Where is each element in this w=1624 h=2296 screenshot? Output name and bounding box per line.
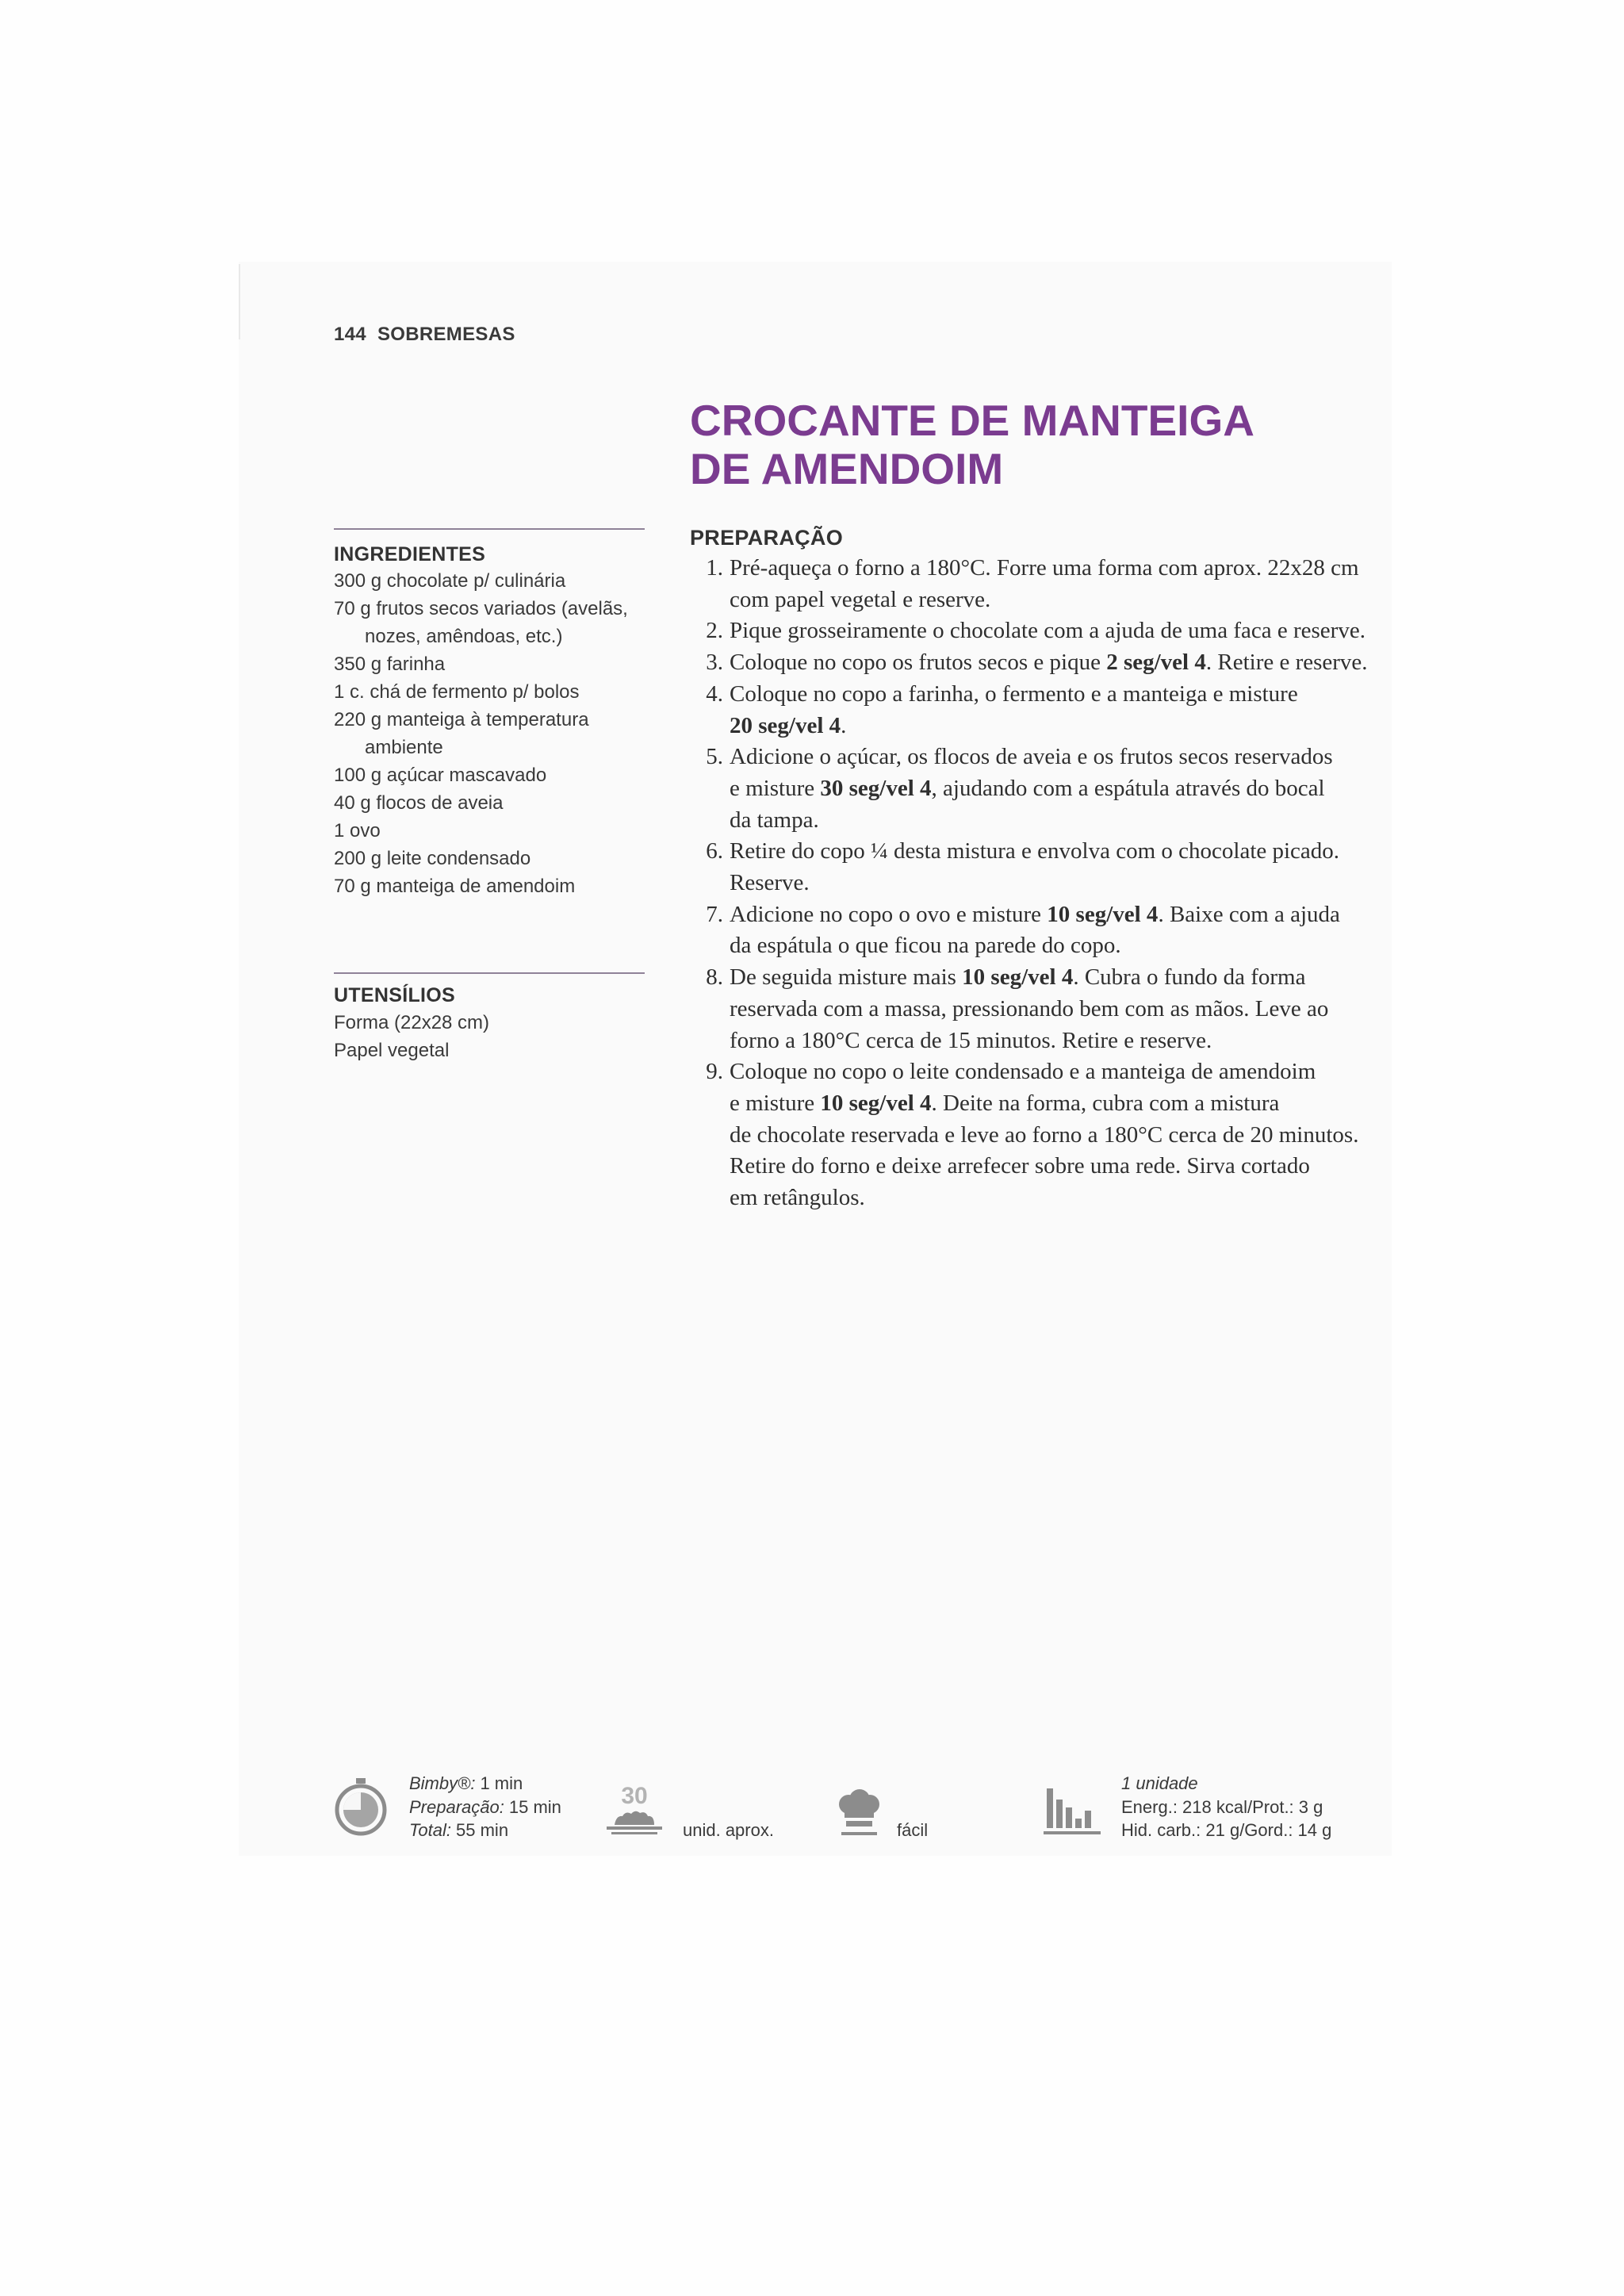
step-line <box>730 679 1368 711</box>
ingredient-line: 200 g leite condensado <box>334 848 531 869</box>
step-setting: 10 seg/vel 4 <box>820 1090 932 1116</box>
step-text: Coloque no copo os frutos secos e pique <box>730 650 1107 676</box>
step-item <box>690 962 1368 1056</box>
tools-list <box>334 1009 489 1064</box>
step-line <box>730 773 1368 805</box>
step-number: 8. <box>706 964 723 991</box>
step-line <box>730 711 1368 742</box>
step-number: 1. <box>706 555 723 581</box>
ingredient-item <box>334 761 651 789</box>
step-text: . Deite na forma, cubra com a mistura <box>931 1090 1280 1116</box>
step-text: Pique grosseiramente o chocolate com a ajuda de uma faca e reserve. <box>730 618 1365 644</box>
step-setting: 2 seg/vel 4 <box>1106 650 1206 676</box>
step-text: e misture <box>730 775 821 801</box>
tool-item: Papel vegetal <box>334 1040 450 1061</box>
total-time-value: 55 min <box>456 1820 509 1841</box>
step-item <box>690 647 1368 679</box>
prep-time-label: Preparação: <box>409 1796 504 1817</box>
preparation-steps <box>690 553 1368 1214</box>
ingredient-line: 100 g açúcar mascavado <box>334 765 547 786</box>
step-line <box>730 585 1368 616</box>
step-text: De seguida misture mais <box>730 964 963 991</box>
step-line <box>730 1056 1368 1088</box>
nutrition-line-2: Hid. carb.: 21 g/Gord.: 14 g <box>1121 1820 1332 1841</box>
ingredient-item <box>334 872 651 900</box>
bar-chart-graphic <box>1044 1785 1101 1837</box>
chef-hat-icon <box>837 1789 882 1836</box>
ingredient-line: 40 g flocos de aveia <box>334 792 504 814</box>
step-text: em retângulos. <box>730 1185 865 1211</box>
ingredient-line-continued: nozes, amêndoas, etc.) <box>365 626 563 647</box>
bimby-time-value: 1 min <box>480 1773 523 1793</box>
step-text: com papel vegetal e reserve. <box>730 586 991 612</box>
serving-dish-graphic <box>605 1809 664 1838</box>
ingredient-item <box>334 817 651 845</box>
step-line <box>730 615 1368 647</box>
step-number: 2. <box>706 618 723 644</box>
step-item <box>690 679 1368 742</box>
ingredient-line: 220 g manteiga à temperatura <box>334 709 589 730</box>
tools-heading: UTENSÍLIOS <box>334 984 456 1006</box>
page-number: 144 <box>334 324 366 345</box>
step-item <box>690 836 1368 899</box>
bimby-time-row <box>409 1772 561 1796</box>
section-name: SOBREMESAS <box>377 324 515 345</box>
step-text: . Cubra o fundo da forma <box>1073 964 1306 991</box>
ingredients-list <box>334 567 651 900</box>
preparation-heading: PREPARAÇÃO <box>690 526 844 550</box>
ingredient-item <box>334 706 651 761</box>
yield-icon-number: 30 <box>621 1783 648 1809</box>
clock-icon-graphic <box>334 1778 388 1837</box>
step-line <box>730 647 1368 679</box>
step-number: 6. <box>706 838 723 864</box>
ingredient-line: 1 c. chá de fermento p/ bolos <box>334 681 580 703</box>
clock-icon <box>334 1778 388 1837</box>
step-setting: 20 seg/vel 4 <box>730 712 841 738</box>
step-text: forno a 180°C cerca de 15 minutos. Retire e reserve. <box>730 1027 1212 1053</box>
step-text: Retire do copo ¼ desta mistura e envolva com o chocolate picado. <box>730 838 1340 864</box>
step-setting: 10 seg/vel 4 <box>1047 901 1159 927</box>
total-time-row <box>409 1819 561 1842</box>
ingredients-heading: INGREDIENTES <box>334 543 486 565</box>
recipe-title-line-1: CROCANTE DE MANTEIGA <box>690 396 1254 445</box>
step-text: Adicione o açúcar, os flocos de aveia e os frutos secos reservados <box>730 744 1333 770</box>
step-line <box>730 930 1368 962</box>
step-setting: 10 seg/vel 4 <box>962 964 1074 991</box>
step-item <box>690 1056 1368 1214</box>
step-text: Pré-aqueça o forno a 180°C. Forre uma forma com aprox. 22x28 cm <box>730 555 1359 581</box>
ingredient-line: 350 g farinha <box>334 654 446 675</box>
ingredient-line-continued: ambiente <box>365 737 443 758</box>
step-line <box>730 1182 1368 1214</box>
step-item <box>690 742 1368 836</box>
bimby-time-label: Bimby®: <box>409 1773 476 1793</box>
tool-item: Forma (22x28 cm) <box>334 1012 490 1033</box>
recipe-title <box>690 397 1254 493</box>
prep-time-value: 15 min <box>508 1796 561 1817</box>
step-text: Reserve. <box>730 870 810 896</box>
step-text: Adicione no copo o ovo e misture <box>730 901 1048 927</box>
step-text: . <box>841 712 847 738</box>
difficulty-label: fácil <box>897 1820 929 1840</box>
prep-time-row <box>409 1796 561 1819</box>
step-text: Retire do forno e deixe arrefecer sobre uma rede. Sirva cortado <box>730 1153 1310 1179</box>
nutrition-line-1: Energ.: 218 kcal/Prot.: 3 g <box>1121 1796 1323 1817</box>
step-text: e misture <box>730 1090 821 1116</box>
ingredient-item <box>334 595 651 650</box>
recipe-title-line-2: DE AMENDOIM <box>690 444 1004 493</box>
chef-hat-graphic <box>837 1789 882 1836</box>
step-line <box>730 805 1368 837</box>
step-line <box>730 1120 1368 1152</box>
ingredient-item <box>334 678 651 706</box>
ingredient-item <box>334 650 651 678</box>
serving-dish-icon <box>605 1784 664 1838</box>
ingredient-item <box>334 845 651 872</box>
step-text: . Retire e reserve. <box>1205 650 1368 676</box>
step-text: , ajudando com a espátula através do bocal <box>931 775 1325 801</box>
ingredients-rule <box>334 528 645 530</box>
nutrition-portion: 1 unidade <box>1121 1773 1198 1793</box>
step-text: . Baixe com a ajuda <box>1158 901 1340 927</box>
step-text: reservada com a massa, pressionando bem com as mãos. Leve ao <box>730 995 1329 1022</box>
step-number: 4. <box>706 680 723 707</box>
step-setting: 30 seg/vel 4 <box>820 775 932 801</box>
step-line <box>730 553 1368 585</box>
step-line <box>730 836 1368 868</box>
running-head <box>334 324 515 346</box>
step-item <box>690 899 1368 962</box>
step-item <box>690 553 1368 615</box>
scan-edge-divider <box>239 264 240 339</box>
ingredient-line: 70 g frutos secos variados (avelãs, <box>334 598 628 619</box>
step-line <box>730 1151 1368 1182</box>
nutrition-info <box>1121 1772 1331 1842</box>
step-number: 5. <box>706 744 723 770</box>
step-item <box>690 615 1368 647</box>
step-line <box>730 1088 1368 1120</box>
step-text: de chocolate reservada e leve ao forno a 180°C cerca de 20 minutos. <box>730 1121 1359 1148</box>
step-text: Coloque no copo o leite condensado e a manteiga de amendoim <box>730 1059 1316 1085</box>
ingredient-line: 300 g chocolate p/ culinária <box>334 570 566 592</box>
ingredient-line: 70 g manteiga de amendoim <box>334 876 576 897</box>
step-text: da tampa. <box>730 807 819 833</box>
step-line <box>730 962 1368 994</box>
ingredient-line: 1 ovo <box>334 820 381 841</box>
step-line <box>730 1025 1368 1057</box>
total-time-label: Total: <box>409 1820 452 1841</box>
ingredient-item <box>334 567 651 595</box>
step-number: 3. <box>706 650 723 676</box>
step-number: 7. <box>706 901 723 927</box>
step-line <box>730 899 1368 931</box>
yield-label: unid. aprox. <box>683 1820 774 1840</box>
time-info <box>409 1772 561 1842</box>
ingredient-item <box>334 789 651 817</box>
bar-chart-icon <box>1044 1785 1101 1837</box>
step-number: 9. <box>706 1059 723 1085</box>
step-line <box>730 868 1368 899</box>
tools-rule <box>334 972 645 974</box>
step-line <box>730 994 1368 1025</box>
step-line <box>730 742 1368 773</box>
step-text: Coloque no copo a farinha, o fermento e a manteiga e misture <box>730 680 1298 707</box>
step-text: da espátula o que ficou na parede do copo. <box>730 933 1121 959</box>
